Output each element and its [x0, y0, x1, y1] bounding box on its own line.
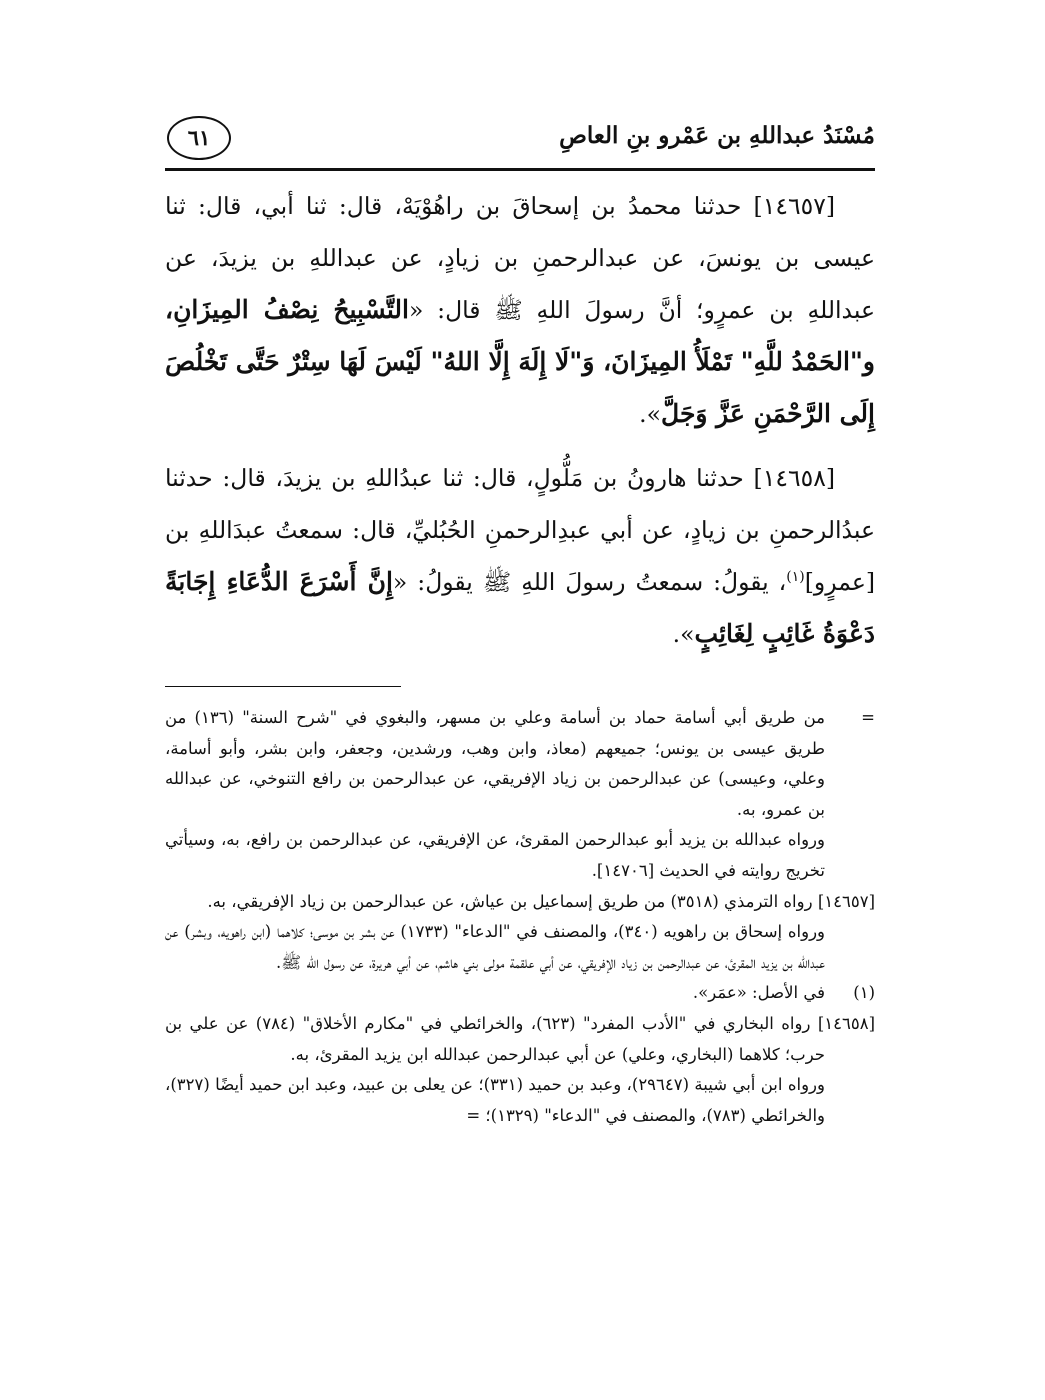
header-divider	[165, 168, 875, 171]
hadith-text: إِنَّ أَسْرَعَ الدُّعَاءِ إِجَابَةً دَعْوَةُ غَائِبٍ لِغَائِبٍ	[165, 567, 875, 648]
footnote-marker: (١)	[853, 983, 875, 1003]
footnote	[165, 825, 875, 886]
hadith-chain: [١٤٦٥٨] حدثنا هارونُ بن مَلُّولٍ، قال: ثنا عبدُاللهِ بن يزيدَ، قال: حدثنا عبدُالرحمنِ بن زيادٍ، عن أبي عبدِالرحمنِ الحُبُليِّ، قال: سمعتُ عبدَاللهِ بن [عمرٍو]	[165, 464, 876, 596]
hadith-chain-continued: ، يقولُ: سمعتُ رسولَ اللهِ ﷺ يقولُ: «	[392, 568, 787, 596]
footnote	[165, 917, 875, 978]
footnote	[165, 978, 875, 1009]
footnote	[165, 703, 875, 825]
hadith-text: التَّسْبِيحُ نِصْفُ المِيزَانِ، و"الحَمْدُ للَّهِ" تَمْلَأُ المِيزَانَ، وَ"لَا إِلَهَ إِلَّا اللهُ" لَيْسَ لَهَا سِتْرٌ حَتَّى تَخْلُصَ إِلَى الرَّحْمَنِ عَزَّ وَجَلَّ	[165, 295, 875, 428]
footnote	[165, 1009, 875, 1070]
footnote-text: رواه البخاري في "الأدب المفرد" (٦٢٣)، والخرائطي في "مكارم الأخلاق" (٧٨٤) عن علي بن حرب؛ كلاهما (البخاري، وعلي) عن أبي عبدالرحمن عبدالله ابن يزيد المقرئ، به.	[165, 1013, 825, 1064]
page-number-badge: ٦١	[167, 116, 231, 160]
footnote	[165, 887, 875, 918]
document-page	[165, 108, 875, 1368]
hadith-14657	[165, 180, 875, 440]
page-title: مُسْنَدُ عبداللهِ بن عَمْرو بنِ العاصِ	[559, 122, 875, 149]
hadith-close: ».	[639, 400, 662, 428]
main-text	[165, 180, 875, 672]
hadith-chain: [١٤٦٥٧] حدثنا محمدُ بن إسحاقَ بن راهُوْيَهْ، قال: ثنا أبي، قال: ثنا عيسى بن يونسَ، عن عبدالرحمنِ بن زيادٍ، عن عبداللهِ بن يزيدَ، عن عبداللهِ بن عمرٍو؛ أنَّ رسولَ اللهِ ﷺ قال: «	[165, 192, 876, 324]
footnote-marker: [١٤٦٥٧]	[817, 891, 875, 911]
footnote-text: ورواه ابن أبي شيبة (٢٩٦٤٧)، وعبد بن حميد (٣٣١)؛ عن يعلى بن عبيد، وعبد ابن حميد أيضًا (٣٢٧)، والخرائطي (٧٨٣)، والمصنف في "الدعاء" (١٣٢٩)؛ =	[165, 1075, 825, 1125]
footnote-text: من طريق أبي أسامة حماد بن أسامة وعلي بن مسهر، والبغوي في "شرح السنة" (١٣٦) من طريق عيسى بن يونس؛ جميعهم (معاذ، وابن وهب، ورشدين، وجعفر، وابن بشر، وأبو أسامة، وعلي، وعيسى) عن عبدالرحمن بن زياد الإفريقي، عن عبدالرحمن بن رافع التنوخي، عن عبدالله بن عمرو، به.	[165, 708, 825, 819]
footnotes	[165, 703, 875, 1131]
footnote-marker: [١٤٦٥٨]	[817, 1013, 876, 1033]
footnote-marker: =	[861, 708, 875, 727]
hadith-14658	[165, 452, 875, 660]
footnote-reference[interactable]: (١)	[786, 569, 805, 586]
page-header	[165, 108, 875, 168]
footnote	[165, 1070, 875, 1131]
footnote-text: ورواه إسحاق بن راهويه (٣٤٠)، والمصنف في "الدعاء" (١٧٣٣) عن بشر بن موسى؛ كلاهما (ابن راهويه، وبشر) عن عبدالله بن يزيد المقرئ، عن عبدالرحمن بن زياد الإفريقي، عن أبي علقمة مولى بني هاشم، عن أبي هريرة، عن رسول الله ﷺ.	[165, 922, 826, 972]
footnote-divider	[165, 686, 401, 687]
footnote-text: رواه الترمذي (٣٥١٨) من طريق إسماعيل بن عياش، عن عبدالرحمن بن زياد الإفريقي، به.	[207, 891, 813, 911]
hadith-close: ».	[672, 620, 695, 648]
footnote-text: في الأصل: «عمَر».	[692, 983, 825, 1003]
footnote-text: ورواه عبدالله بن يزيد أبو عبدالرحمن المقرئ، عن الإفريقي، عن عبدالرحمن بن رافع، به، وسيأتي تخريج روايته في الحديث [١٤٧٠٦].	[165, 830, 825, 880]
